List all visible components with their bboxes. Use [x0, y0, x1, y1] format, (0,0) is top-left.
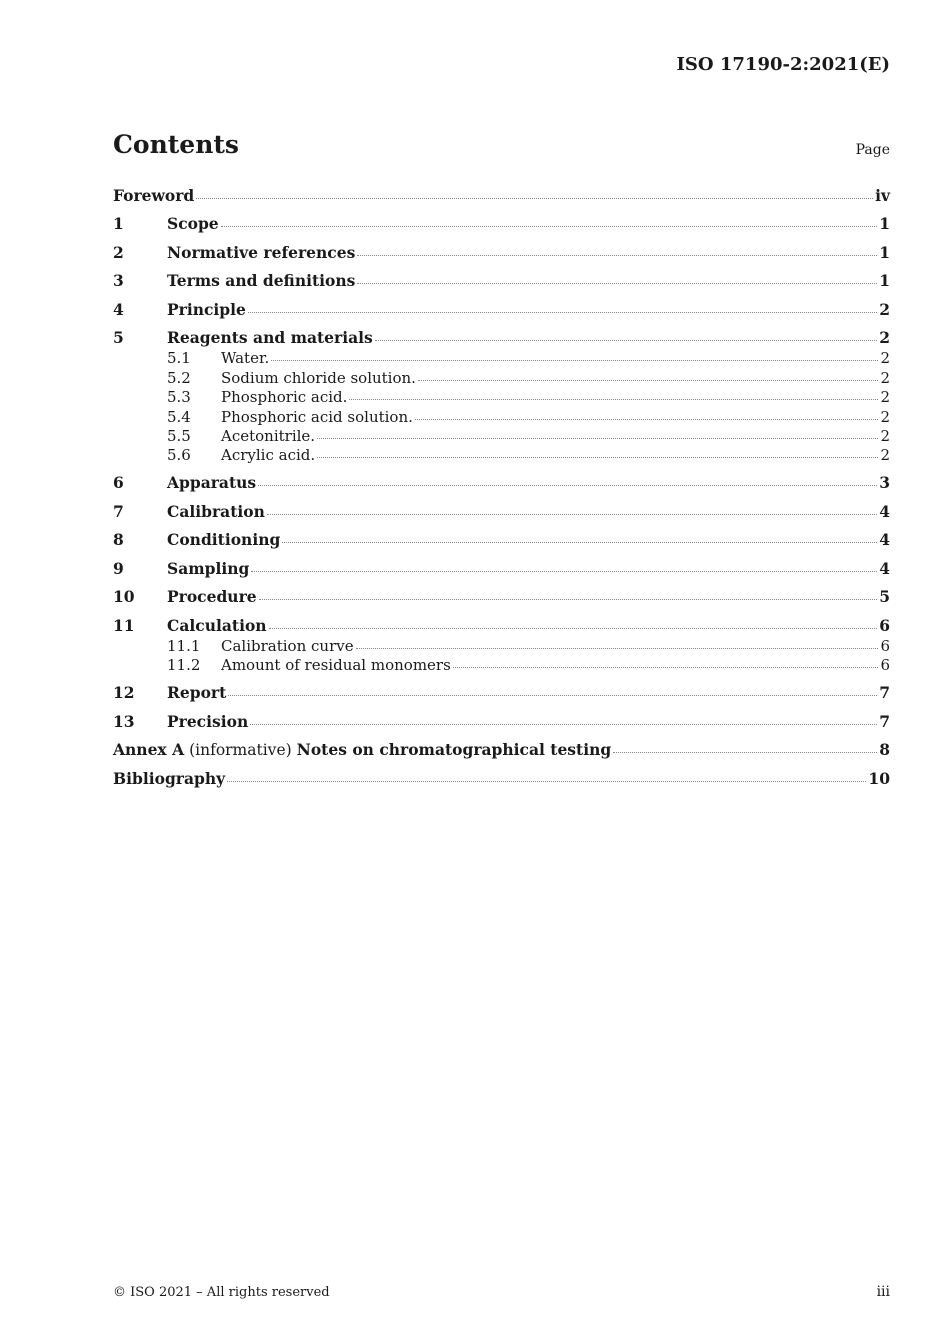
- dot-leader: [267, 513, 877, 515]
- dot-leader: [356, 647, 879, 649]
- toc-entry-page: 8: [879, 740, 890, 760]
- toc-entry-clause-2[interactable]: [113, 242, 890, 271]
- toc-entry-title: Notes on chromatographical testing: [296, 740, 612, 760]
- toc-entry-page: 2: [880, 368, 890, 387]
- toc-entry-page: 4: [879, 501, 890, 521]
- toc-entry-title: Normative references: [167, 242, 356, 262]
- toc-entry-page: 2: [880, 388, 890, 407]
- toc-entry-page: 2: [880, 446, 890, 465]
- toc-entry-title: Conditioning: [167, 530, 281, 550]
- toc-entry-number: 3: [113, 271, 124, 291]
- dot-leader: [259, 598, 878, 600]
- dot-leader: [228, 694, 877, 696]
- toc-entry-title: Calculation: [167, 615, 267, 635]
- toc-entry-annex-label: Annex A: [113, 740, 185, 760]
- toc-entry-title: Procedure: [167, 587, 257, 607]
- toc-entry-title: Amount of residual monomers: [221, 656, 451, 675]
- dot-leader: [418, 379, 879, 381]
- dot-leader: [196, 197, 873, 199]
- toc-entry-page: 2: [880, 349, 890, 368]
- toc-entry-number: 5.5: [167, 426, 191, 445]
- dot-leader: [349, 398, 878, 400]
- dot-leader: [453, 666, 879, 668]
- toc-entry-number: 5.1: [167, 349, 191, 368]
- toc-entry-subclause-5-2[interactable]: [113, 369, 890, 388]
- toc-entry-page: 6: [879, 615, 890, 635]
- toc-entry-page: iv: [875, 186, 890, 205]
- toc-entry-number: 1: [113, 214, 124, 234]
- toc-entry-title: Calibration curve: [221, 636, 354, 655]
- toc-entry-title: Sodium chloride solution.: [221, 368, 416, 387]
- toc-entry-page: 4: [879, 530, 890, 550]
- dot-leader: [415, 418, 879, 420]
- toc-entry-title: Principle: [167, 299, 246, 319]
- toc-entry-title: Reagents and materials: [167, 328, 373, 348]
- toc-entry-number: 5.6: [167, 446, 191, 465]
- toc-entry-subclause-5-1[interactable]: [113, 349, 890, 368]
- toc-entry-clause-11[interactable]: [113, 615, 890, 637]
- dot-leader: [250, 723, 877, 725]
- toc-entry-clause-6[interactable]: [113, 472, 890, 501]
- dot-leader: [282, 541, 877, 543]
- dot-leader: [251, 570, 877, 572]
- toc-entry-subclause-5-5[interactable]: [113, 427, 890, 446]
- toc-entry-page: 7: [879, 711, 890, 731]
- toc-entry-title: Water.: [221, 349, 270, 368]
- toc-entry-title: Phosphoric acid.: [221, 388, 348, 407]
- toc-entry-page: 3: [879, 473, 890, 493]
- toc-entry-title: Scope: [167, 214, 219, 234]
- dot-leader: [269, 627, 878, 629]
- dot-leader: [375, 339, 877, 341]
- toc-entry-clause-12[interactable]: [113, 682, 890, 711]
- toc-entry-title: Bibliography: [113, 768, 226, 788]
- toc-entry-number: 11.1: [167, 636, 201, 655]
- toc-entry-title: Acrylic acid.: [221, 446, 316, 465]
- toc-entry-number: 13: [113, 711, 135, 731]
- toc-entry-title: Acetonitrile.: [221, 426, 316, 445]
- toc-entry-bibliography[interactable]: [113, 768, 890, 796]
- toc-entry-number: 5.2: [167, 368, 191, 387]
- dot-leader: [221, 225, 878, 227]
- dot-leader: [248, 311, 877, 313]
- toc-entry-clause-9[interactable]: [113, 558, 890, 587]
- toc-entry-title: Sampling: [167, 558, 250, 578]
- dot-leader: [357, 254, 877, 256]
- toc-entry-foreword[interactable]: [113, 185, 890, 213]
- page-number: iii: [876, 1284, 890, 1300]
- toc-entry-clause-7[interactable]: [113, 501, 890, 530]
- toc-entry-number: 12: [113, 683, 135, 703]
- toc-entry-clause-1[interactable]: [113, 213, 890, 242]
- toc-entry-subclause-11-1[interactable]: [113, 637, 890, 656]
- dot-leader: [271, 359, 878, 361]
- toc-entry-number: 5: [113, 328, 124, 348]
- toc-entry-page: 6: [880, 636, 890, 655]
- dot-leader: [357, 282, 877, 284]
- toc-entry-clause-3[interactable]: [113, 270, 890, 299]
- toc-entry-annex-type: (informative): [189, 741, 292, 760]
- toc-entry-clause-10[interactable]: [113, 586, 890, 615]
- toc-entry-number: 11: [113, 615, 135, 635]
- dot-leader: [613, 751, 877, 753]
- page-column-label: Page: [855, 142, 890, 158]
- dot-leader: [317, 456, 878, 458]
- toc-entry-number: 2: [113, 242, 124, 262]
- dot-leader: [227, 780, 866, 782]
- toc-entry-number: 9: [113, 558, 124, 578]
- toc-entry-subclause-11-2[interactable]: [113, 656, 890, 682]
- dot-leader: [317, 437, 878, 439]
- dot-leader: [258, 484, 877, 486]
- toc-entry-page: 2: [880, 426, 890, 445]
- toc-entry-number: 11.2: [167, 656, 201, 675]
- toc-entry-clause-13[interactable]: [113, 711, 890, 740]
- toc-entry-page: 1: [879, 271, 890, 291]
- toc-entry-page: 5: [879, 587, 890, 607]
- page-title: Contents: [113, 130, 240, 159]
- toc-entry-page: 4: [879, 558, 890, 578]
- standard-designation: ISO 17190-2:2021(E): [676, 54, 890, 75]
- toc-entry-subclause-5-6[interactable]: [113, 446, 890, 472]
- toc-entry-clause-5[interactable]: [113, 327, 890, 349]
- toc-entry-number: 6: [113, 473, 124, 493]
- toc-entry-subclause-5-4[interactable]: [113, 408, 890, 427]
- toc-entry-number: 5.3: [167, 388, 191, 407]
- toc-entry-page: 2: [880, 407, 890, 426]
- toc-entry-title: Terms and definitions: [167, 271, 356, 291]
- toc-entry-number: 7: [113, 501, 124, 521]
- toc-entry-page: 2: [879, 299, 890, 319]
- toc-entry-number: 4: [113, 299, 124, 319]
- toc-entry-page: 6: [880, 656, 890, 675]
- toc-entry-title: Report: [167, 683, 227, 703]
- toc-entry-page: 1: [879, 242, 890, 262]
- toc-entry-title: Foreword: [113, 186, 195, 205]
- toc-entry-number: 8: [113, 530, 124, 550]
- toc-entry-page: 1: [879, 214, 890, 234]
- toc-entry-number: 10: [113, 587, 135, 607]
- toc-entry-title: Phosphoric acid solution.: [221, 407, 413, 426]
- toc-entry-number: 5.4: [167, 407, 191, 426]
- toc-entry-title: Apparatus: [167, 473, 257, 493]
- toc-entry-clause-8[interactable]: [113, 529, 890, 558]
- toc-entry-title: Precision: [167, 711, 249, 731]
- table-of-contents: [113, 185, 890, 796]
- toc-entry-page: 2: [879, 328, 890, 348]
- toc-entry-annex-a[interactable]: [113, 739, 890, 767]
- toc-entry-title: Calibration: [167, 501, 265, 521]
- toc-entry-subclause-5-3[interactable]: [113, 388, 890, 407]
- toc-entry-page: 10: [868, 768, 890, 788]
- toc-entry-clause-4[interactable]: [113, 299, 890, 328]
- copyright-notice: © ISO 2021 – All rights reserved: [113, 1285, 330, 1300]
- toc-entry-page: 7: [879, 683, 890, 703]
